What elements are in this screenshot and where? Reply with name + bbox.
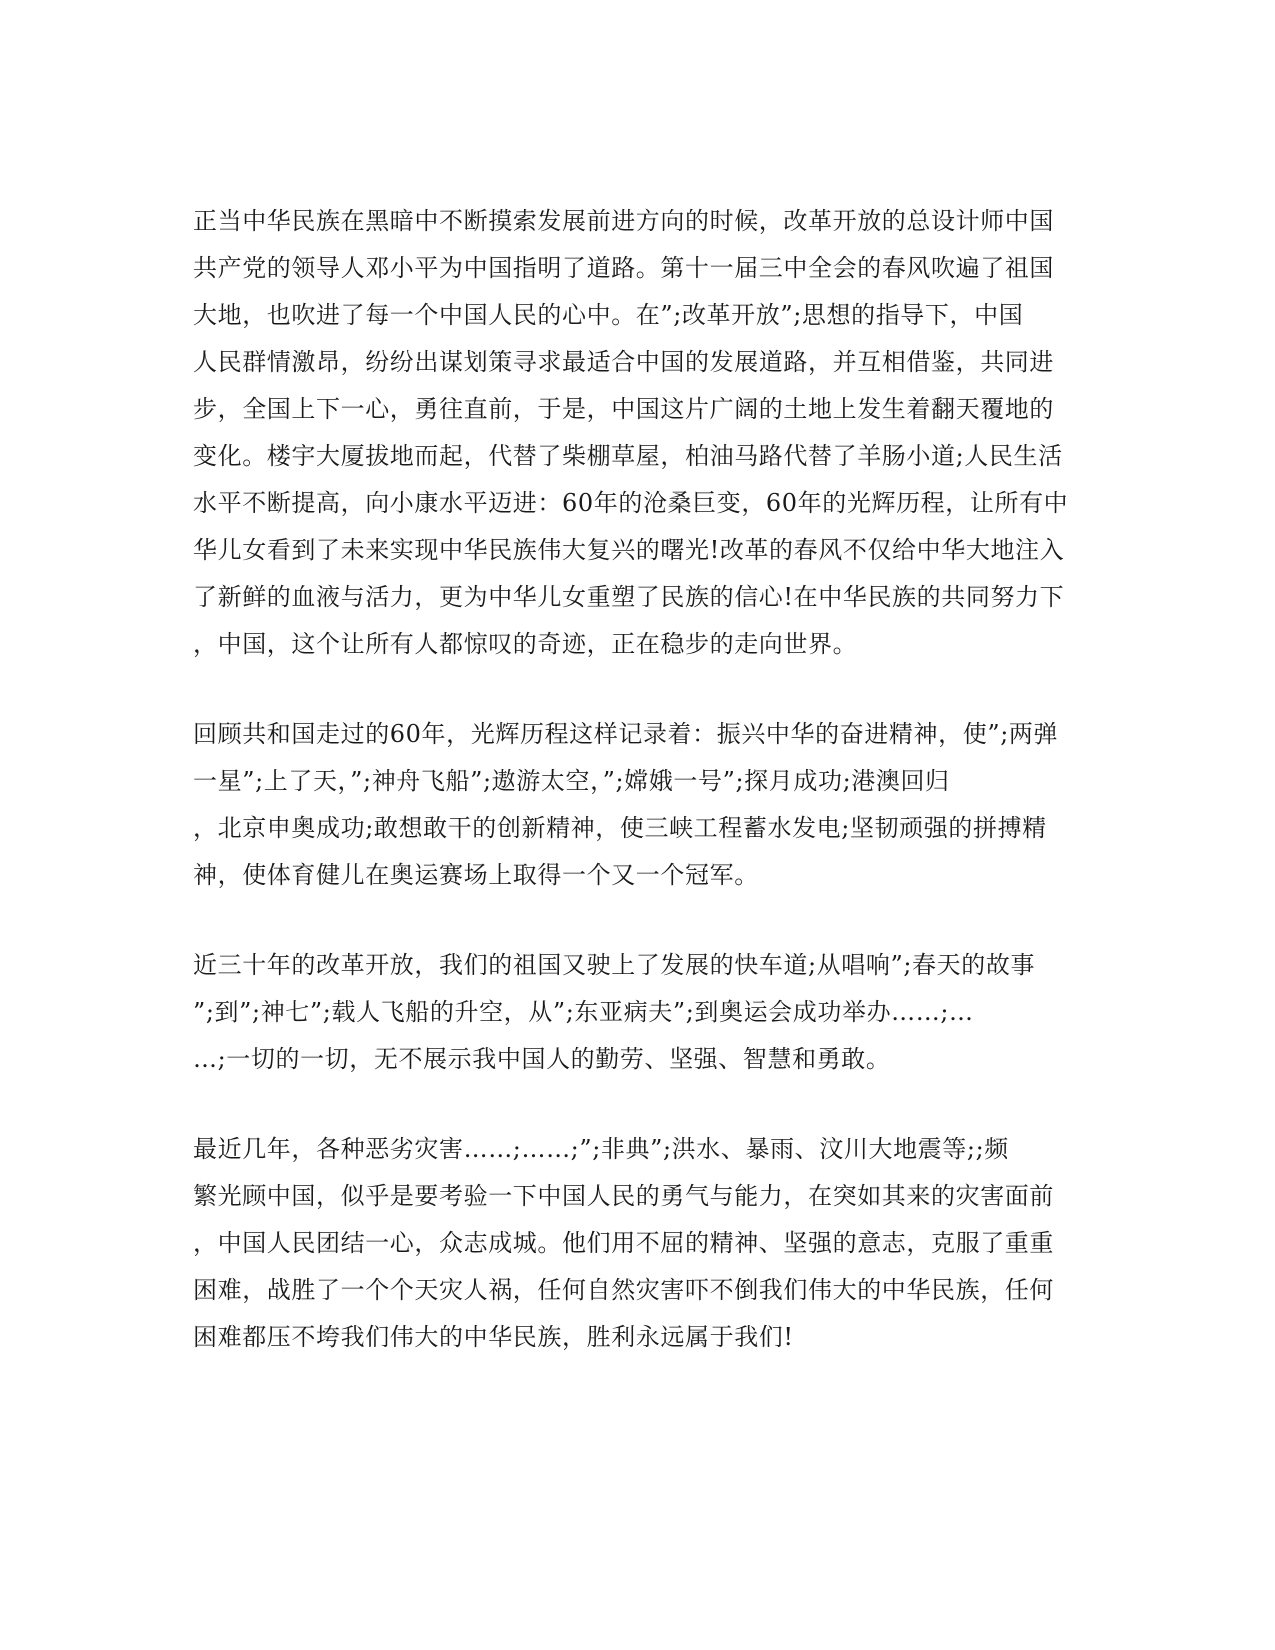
paragraph-2-line-4: 神，使体育健儿在奥运赛场上取得一个又一个冠军。 bbox=[193, 861, 759, 889]
paragraph-2-line-1: 回顾共和国走过的60年，光辉历程这样记录着：振兴中华的奋进精神，使”;两弹 bbox=[193, 720, 1059, 748]
paragraph-4-line-3: ，中国人民团结一心，众志成城。他们用不屈的精神、坚强的意志，克服了重重 bbox=[193, 1229, 1054, 1257]
paragraph-1-line-7: 水平不断提高，向小康水平迈进：60年的沧桑巨变，60年的光辉历程，让所有中 bbox=[193, 489, 1069, 517]
paragraph-1-line-8: 华儿女看到了未来实现中华民族伟大复兴的曙光!改革的春风不仅给中华大地注入 bbox=[193, 536, 1065, 564]
paragraph-4-line-2: 繁光顾中国，似乎是要考验一下中国人民的勇气与能力，在突如其来的灾害面前 bbox=[193, 1182, 1054, 1210]
paragraph-2-line-3: ，北京申奥成功;敢想敢干的创新精神，使三峡工程蓄水发电;坚韧顽强的拼搏精 bbox=[193, 814, 1047, 842]
paragraph-1-line-9: 了新鲜的血液与活力，更为中华儿女重塑了民族的信心!在中华民族的共同努力下 bbox=[193, 583, 1065, 611]
paragraph-1-line-4: 人民群情激昂，纷纷出谋划策寻求最适合中国的发展道路，并互相借鉴，共同进 bbox=[193, 348, 1054, 376]
paragraph-2-line-2: 一星”;上了天，”;神舟飞船”;遨游太空，”;嫦娥一号”;探月成功;港澳回归 bbox=[193, 767, 950, 795]
paragraph-1-line-6: 变化。楼宇大厦拔地而起，代替了柴棚草屋，柏油马路代替了羊肠小道;人民生活 bbox=[193, 442, 1063, 470]
paragraph-4-line-1: 最近几年，各种恶劣灾害……;……;”;非典”;洪水、暴雨、汶川大地震等;;频 bbox=[193, 1135, 1009, 1163]
paragraph-3-line-1: 近三十年的改革开放，我们的祖国又驶上了发展的快车道;从唱响”;春天的故事 bbox=[193, 951, 1036, 979]
paragraph-1-line-5: 步，全国上下一心，勇往直前，于是，中国这片广阔的土地上发生着翻天覆地的 bbox=[193, 395, 1054, 423]
paragraph-4-line-5: 困难都压不垮我们伟大的中华民族，胜利永远属于我们! bbox=[193, 1323, 794, 1351]
paragraph-1-line-10: ，中国，这个让所有人都惊叹的奇迹，正在稳步的走向世界。 bbox=[193, 630, 858, 658]
paragraph-1-line-1: 正当中华民族在黑暗中不断摸索发展前进方向的时候，改革开放的总设计师中国 bbox=[193, 207, 1054, 235]
paragraph-4-line-4: 困难，战胜了一个个天灾人祸，任何自然灾害吓不倒我们伟大的中华民族，任何 bbox=[193, 1276, 1054, 1304]
paragraph-3-line-3: …;一切的一切，无不展示我中国人的勤劳、坚强、智慧和勇敢。 bbox=[193, 1045, 891, 1073]
paragraph-1-line-3: 大地，也吹进了每一个中国人民的心中。在”;改革开放”;思想的指导下，中国 bbox=[193, 301, 1024, 329]
paragraph-3-line-2: ”;到”;神七”;载人飞船的升空，从”;东亚病夫”;到奥运会成功举办……;… bbox=[193, 998, 974, 1026]
paragraph-1-line-2: 共产党的领导人邓小平为中国指明了道路。第十一届三中全会的春风吹遍了祖国 bbox=[193, 254, 1054, 282]
